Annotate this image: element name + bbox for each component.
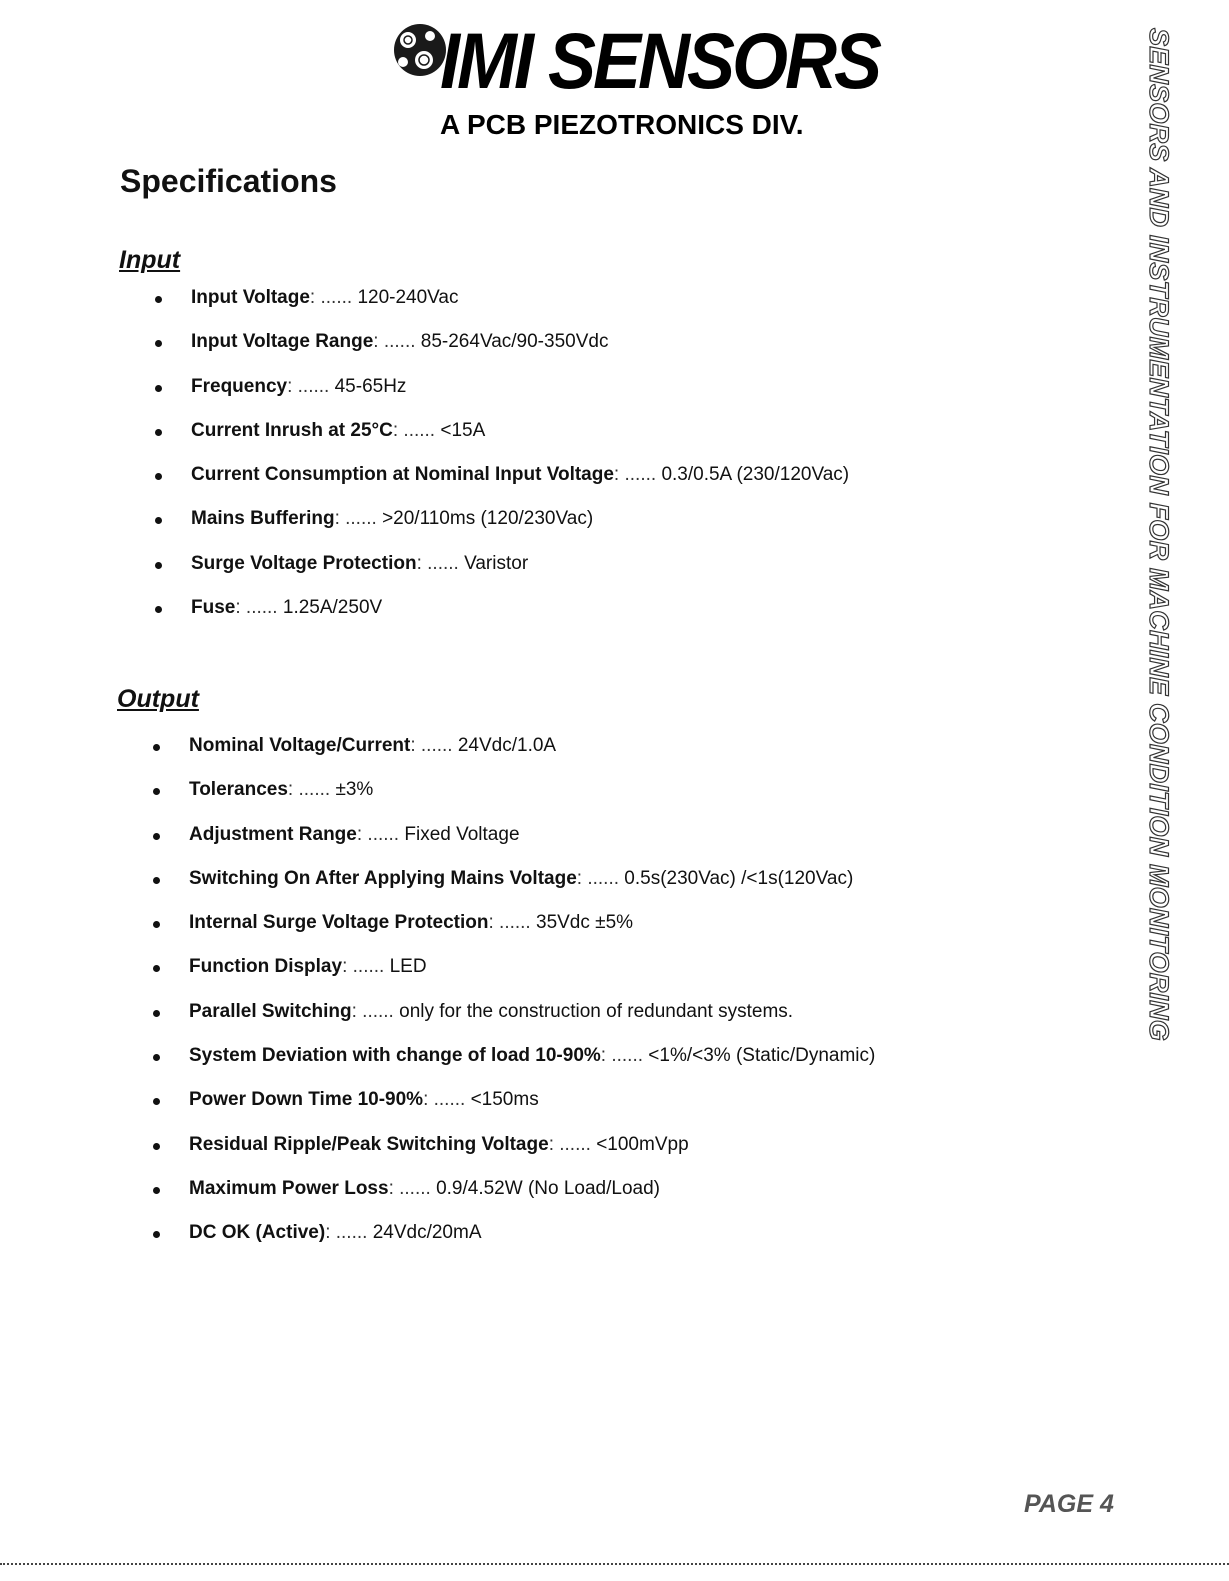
spec-label: Maximum Power Loss [189,1177,389,1199]
spec-label: Nominal Voltage/Current [189,735,411,756]
spec-text [191,420,485,442]
spec-separator: : ...... [600,1045,644,1067]
spec-value: only for the construction of redundant systems. [399,1000,794,1022]
spec-text [191,508,593,530]
spec-value: 35Vdc ±5% [536,912,634,934]
spec-label: Mains Buffering [191,508,335,530]
bullet-icon [155,429,162,436]
spec-text [189,1134,689,1156]
bullet-icon [153,1010,160,1017]
spec-label: Power Down Time 10-90% [189,1089,424,1111]
bullet-icon [155,296,162,303]
bullet-icon [153,1098,160,1105]
spec-separator: : ...... [356,823,400,845]
spec-text [191,597,382,619]
spec-text [189,1001,793,1023]
spec-text [189,1222,482,1244]
output-heading: Output [117,685,199,713]
spec-separator: : ...... [388,1177,431,1199]
side-banner: SENSORS AND INSTRUMENTATION FOR MACHINE CONDITION MONITORING [1144,28,1174,1041]
spec-value: 0.9/4.52W (No Load/Load) [436,1177,660,1199]
spec-value: 45-65Hz [334,375,407,397]
bullet-icon [153,1187,160,1194]
bullet-icon [153,877,160,884]
spec-value: 120-240Vac [357,287,459,308]
page-title: Specifications [120,163,337,199]
spec-separator: : ...... [410,735,453,756]
bullet-icon [153,1054,160,1061]
bullet-icon [153,1143,160,1150]
spec-separator: : ...... [309,287,353,308]
spec-separator: : ...... [613,464,657,486]
spec-text [189,1089,539,1111]
page-bottom-edge [0,1563,1229,1565]
bullet-icon [155,562,162,569]
spec-value: 85-264Vac/90-350Vdc [420,331,609,353]
bullet-icon [153,965,160,972]
logo-tagline: A PCB PIEZOTRONICS DIV. [440,109,804,140]
spec-separator: : ...... [423,1089,466,1111]
spec-value: 24Vdc/20mA [372,1222,482,1244]
spec-value: 24Vdc/1.0A [457,735,557,756]
spec-label: Switching On After Applying Mains Voltage [189,867,577,889]
spec-separator: : ...... [287,375,330,397]
bullet-icon [153,833,160,840]
spec-value: ±3% [335,779,374,801]
spec-separator: : ...... [548,1133,591,1155]
spec-text [191,331,608,353]
spec-label: Fuse [191,597,236,619]
bullet-icon [153,1231,160,1238]
spec-text [189,779,373,801]
spec-text [191,376,406,398]
bullet-icon [155,606,162,613]
spec-text [191,553,528,575]
spec-text [189,824,520,846]
spec-value: 1.25A/250V [282,597,383,619]
spec-label: Internal Surge Voltage Protection [189,912,489,934]
spec-text [189,912,633,934]
spec-label: Current Consumption at Nominal Input Voltage [191,464,614,486]
spec-separator: : ...... [576,867,619,889]
bullet-icon [153,744,160,751]
spec-separator: : ...... [325,1222,368,1244]
page-number: PAGE 4 [1024,1490,1114,1518]
spec-separator: : ...... [235,597,278,619]
spec-value: >20/110ms (120/230Vac) [382,508,594,530]
spec-separator: : ...... [351,1000,394,1022]
spec-value: <1%/<3% (Static/Dynamic) [648,1045,876,1067]
spec-separator: : ...... [416,552,459,574]
spec-value: <100mVpp [596,1133,689,1155]
spec-label: Function Display [189,956,343,978]
spec-label: Surge Voltage Protection [191,552,417,574]
spec-separator: : ...... [488,912,531,934]
bullet-icon [155,517,162,524]
spec-value: LED [389,956,427,978]
spec-value: 0.3/0.5A (230/120Vac) [661,464,850,486]
bullet-icon [155,385,162,392]
spec-separator: : ...... [342,956,385,978]
spec-separator: : ...... [373,331,416,353]
spec-text [189,1178,660,1200]
company-logo [390,17,880,143]
spec-separator: : ...... [334,508,377,530]
spec-label: Input Voltage [191,287,310,308]
bullet-icon [153,788,160,795]
spec-value: Fixed Voltage [404,823,520,845]
spec-label: Tolerances [189,779,288,801]
spec-label: Parallel Switching [189,1000,352,1022]
spec-label: Frequency [191,375,288,397]
input-heading: Input [119,246,181,274]
spec-value: Varistor [464,552,529,574]
spec-separator: : ...... [287,779,331,801]
spec-separator: : ...... [392,419,436,441]
spec-label: DC OK (Active) [189,1222,326,1244]
spec-text [191,464,849,486]
bullet-icon [155,473,162,480]
spec-value: <150ms [470,1089,539,1111]
bullet-icon [153,921,160,928]
bullet-icon [155,340,162,347]
spec-label: Residual Ripple/Peak Switching Voltage [189,1133,549,1155]
logo-wordmark: IMI SENSORS [440,17,880,106]
spec-text [189,1045,875,1067]
spec-label: Adjustment Range [189,823,357,845]
spec-text [189,868,853,890]
spec-text [191,287,459,309]
spec-label: System Deviation with change of load 10-90% [189,1045,601,1067]
spec-value: 0.5s(230Vac) /<1s(120Vac) [624,867,854,889]
spec-label: Current Inrush at 25°C [191,419,393,441]
spec-text [189,956,427,978]
spec-text [189,735,556,757]
spec-value: <15A [440,419,486,441]
spec-label: Input Voltage Range [191,331,374,353]
